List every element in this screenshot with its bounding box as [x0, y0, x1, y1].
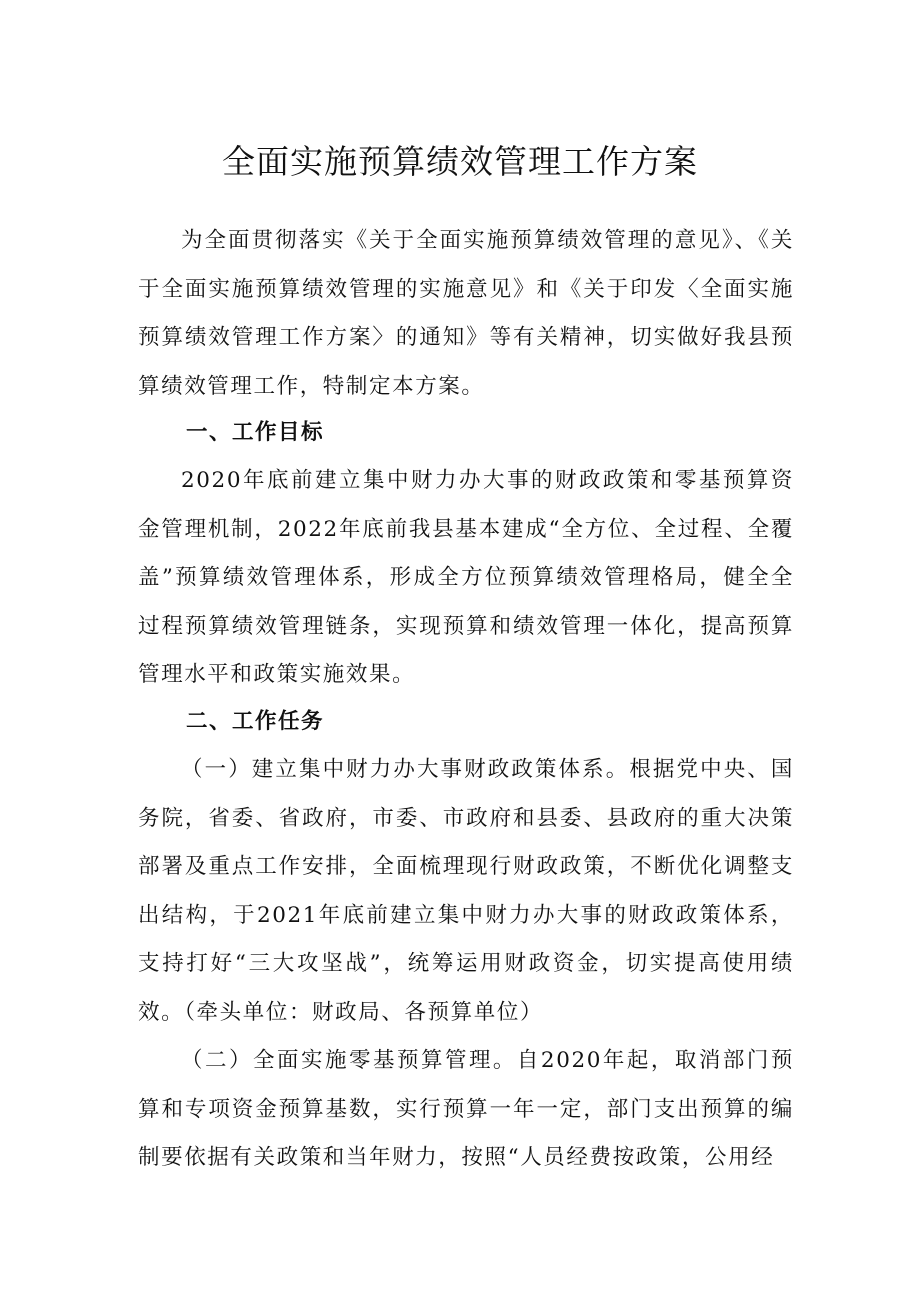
document-title: 全面实施预算绩效管理工作方案 — [222, 142, 698, 181]
task-paragraph-1: （一）建立集中财力办大事财政政策体系。根据党中央、国务院，省委、省政府，市委、市政府和县委、县政府的重大决策部署及重点工作安排，全面梳理现行财政政策，不断优化调整支出结构，于2021年底前建立集中财力办大事的财政政策体系，支持打好“三大攻坚战”，统筹运用财政资金，切实提高使用绩效。（牵头单位：财政局、各预算单位） — [138, 757, 794, 1025]
goals-paragraph: 2020年底前建立集中财力办大事的财政政策和零基预算资金管理机制，2022年底前我县基本建成“全方位、全过程、全覆盖”预算绩效管理体系，形成全方位预算绩效管理格局，健全全过程预算绩效管理链条，实现预算和绩效管理一体化，提高预算管理水平和政策实施效果。 — [138, 468, 794, 687]
section-heading-goals: 一、工作目标 — [186, 420, 325, 445]
tasks-block — [138, 746, 794, 1183]
goals-block — [138, 457, 794, 700]
intro-block — [138, 217, 794, 411]
section-heading-tasks: 二、工作任务 — [186, 709, 325, 734]
task-paragraph-2: （二）全面实施零基预算管理。自2020年起，取消部门预算和专项资金预算基数，实行预算一年一定，部门支出预算的编制要依据有关政策和当年财力，按照“人员经费按政策，公用经 — [138, 1048, 794, 1170]
intro-paragraph: 为全面贯彻落实《关于全面实施预算绩效管理的意见》、《关于全面实施预算绩效管理的实施意见》和《关于印发〈全面实施预算绩效管理工作方案〉的通知》等有关精神，切实做好我县预算绩效管理工作，特制定本方案。 — [138, 228, 794, 399]
